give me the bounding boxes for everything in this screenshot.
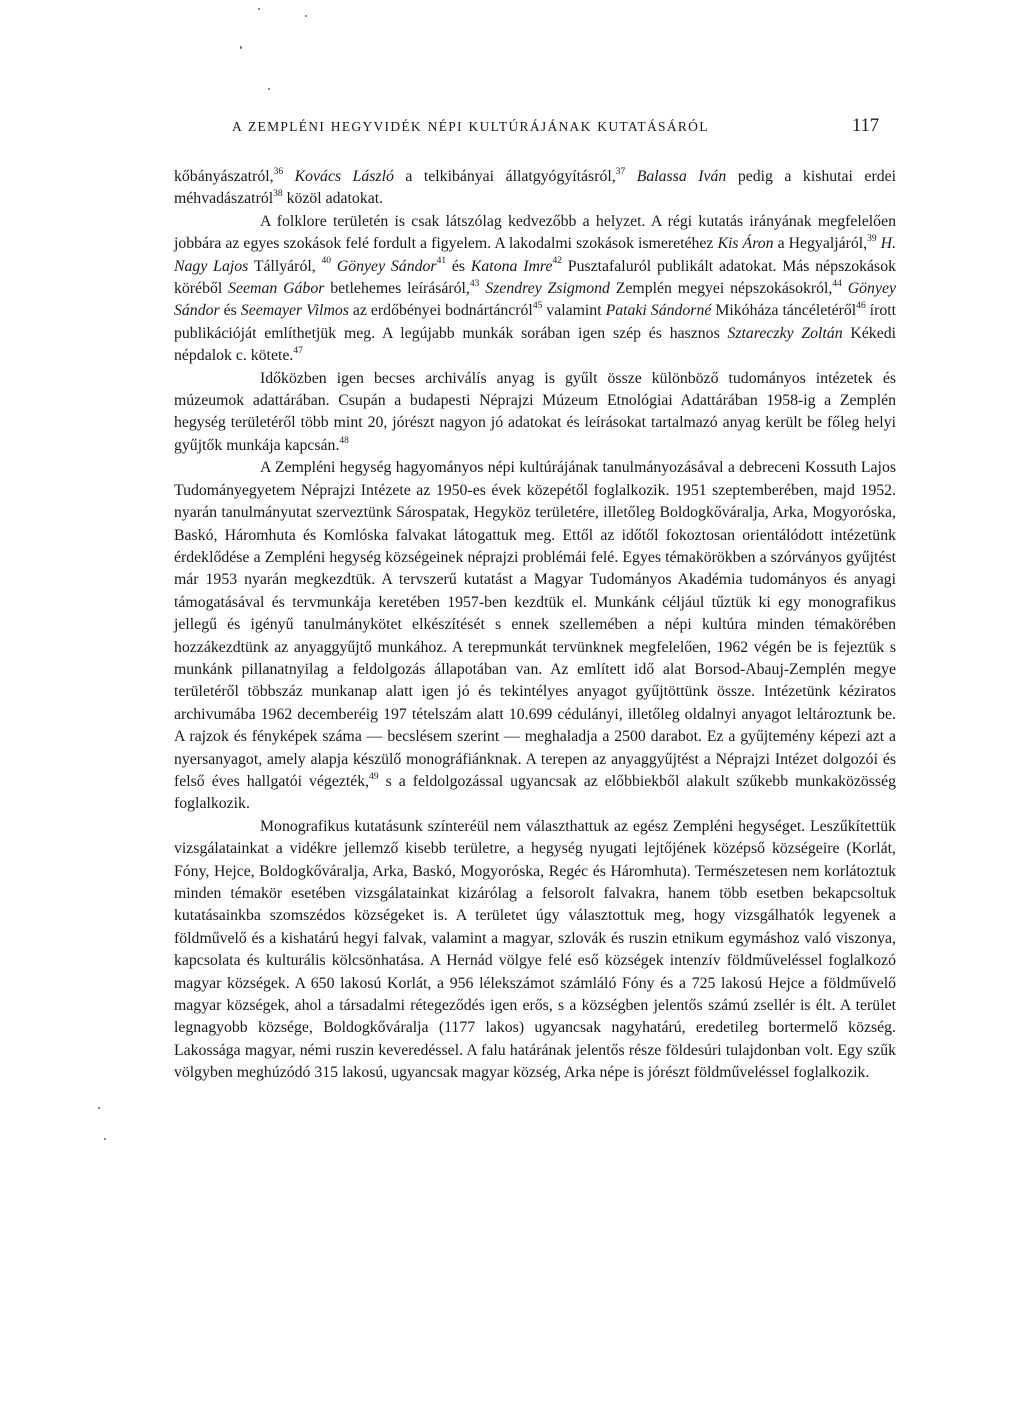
- scan-speck: [98, 1107, 100, 1109]
- italic-name: Pataki Sándorné: [605, 302, 712, 320]
- italic-name: H. Nagy Lajos: [174, 235, 897, 275]
- italic-name: Gönyey Sándor: [174, 280, 896, 320]
- text-run: betlehemes leírásáról,: [324, 280, 470, 298]
- text-run: a Hegyaljáról,: [773, 235, 868, 253]
- scan-speck: [305, 15, 307, 17]
- italic-name: Seeman Gábor: [228, 280, 325, 298]
- text-run: az erdőbényei bodnártáncról: [348, 302, 533, 320]
- text-run: pedig a kishutai erdei méhvadászatról: [174, 168, 897, 208]
- scan-speck: [104, 1138, 106, 1140]
- paragraph: [174, 457, 896, 816]
- paragraph: [174, 368, 896, 458]
- text-run: [625, 168, 637, 185]
- footnote-ref: 38: [273, 189, 283, 200]
- text-run: A Zempléni hegység hagyományos népi kultúrájának tanulmányozásával a debreceni Kossuth Lajos Tudományegyetem Néprajzi Intézete az 1950-es évek közepétől foglalkozik. 1951 szeptemberében, majd 1952. nyarán tanulmányutat szerveztünk Sárospatak, Hegyköz területére, illetőleg Boldogkőváralja, Arka, Mogyoróska, Baskó, Háromhuta és Komlóska falvakat látogattuk meg. Ettől az időtől fokoztosan orientálódott intézetünk érdeklődése a Zempléni hegység községeinek néprajzi problémái felé. Egyes témakörökben a szórványos gyűjtést már 1953 nyarán megkezdtük. A tervszerű kutatást a Magyar Tudományos Akadémia tudományos és anyagi támogatásával és tervmunkája keretében 1957-ben kezdtük el. Munkánk céljául tűztük ki egy monografikus jellegű és igényű tanulmánykötet elkészítését s ennek szellemében a népi kultúra minden témakörében hozzákezdtünk az anyaggyűjtő munkához. A terepmunkát tervünknek megfelelően, 1962 végén be is fejeztük s munkánk pillanatnyilag a feldolgozás állapotában van. Az említett idő alat Borsod-Abauj-Zemplén megye területéről többszáz munkanap alatt igen jó és tekintélyes anyagot gyűjtöttünk össze. Intézetünk kéziratos archivumába 1962 decemberéig 197 tételszám alatt 10.699 cédulányi, illetőleg oldalnyi anyagot leltároztunk be. A rajzok és fényképek száma — becslésem szerint — meghaladja a 2500 darabot. Ez a gyűjtemény képezi azt a nyersanyagot, amely alapja készülő monográfiánknak. A terepen az anyaggyűjtést a Néprajzi Intézet dolgozói és felső éves hallgatói végezték,: [174, 459, 896, 790]
- footnote-ref: 37: [615, 166, 626, 177]
- footnote-ref: 36: [273, 166, 284, 177]
- text-run: és: [219, 302, 241, 320]
- footnote-ref: 49: [369, 771, 379, 782]
- italic-name: Sztareczky Zoltán: [727, 324, 843, 342]
- scan-speck: [268, 88, 270, 90]
- page-header: [0, 116, 1024, 146]
- text-run: Tállyáról,: [248, 257, 322, 275]
- text-run: Időközben igen becses archiválís anyag is gyűlt össze különböző tudományos intézetek és múzeumok adattárában. Csupán a budapesti Néprajzi Múzeum Etnológiai Adattárában 1958-ig a Zemplén hegység területéről több mint 20, jórészt nagyon jó adatokat és leírásokat tartalmazó anyag került be főleg helyi gyűjtők munkája kapcsán.: [174, 369, 896, 454]
- text-run: Kékedi népdalok c. kötete.: [174, 324, 897, 365]
- text-run: [283, 168, 295, 185]
- footnote-ref: 46: [856, 301, 866, 312]
- text-run: s a feldolgozással ugyancsak az előbbiekből alakult szűkebb munkaközösség foglalkozik.: [174, 772, 896, 813]
- italic-name: Gönyey Sándor: [336, 257, 437, 275]
- footnote-ref: 41: [436, 256, 447, 267]
- text-run: Zemplén megyei népszokásokról,: [609, 280, 833, 298]
- italic-name: Kovács László: [294, 168, 394, 185]
- footnote-ref: 43: [469, 278, 480, 289]
- text-run: és: [446, 257, 471, 275]
- text-run: valamint: [542, 302, 606, 320]
- paragraph: [174, 166, 896, 211]
- text-run: a telkibányai állatgyógyításról,: [393, 168, 616, 185]
- text-run: írott publikációját említhetjük meg. A legújabb munkák sorában igen szép és hasznos: [174, 302, 897, 342]
- scan-speck: [240, 46, 242, 49]
- text-run: közöl adatokat.: [282, 190, 384, 208]
- text-run: Pusztafaluról publikált adatokat. Más népszokások köréből: [174, 257, 896, 298]
- running-title: A ZEMPLÉNI HEGYVIDÉK NÉPI KULTÚRÁJÁNAK KUTATÁSÁRÓL: [232, 119, 709, 134]
- italic-name: Szendrey Zsigmond: [485, 280, 610, 298]
- text-run: Monografikus kutatásunk színteréül nem választhattuk az egész Zempléni hegységet. Leszűkítettük vizsgálatainkat a vidékre jellemző kisebb területre, a hegység nyugati lejtőjének középső községeire (Korlát, Fóny, Hejce, Boldogkőváralja, Arka, Baskó, Mogyoróska, Regéc és Háromhuta). Természetesen nem korlátoztuk minden témakör esetében vizsgálatainkat kizárólag a felsorolt falvakra, hanem több esetben bekapcsoltuk kutatásainkba szomszédos községeket is. A területet úgy választottuk meg, hogy vizsgálhatók legyenek a földművelő és a kishatárú hegyi falvak, valamint a magyar, szlovák és ruszin etnikum egymáshoz való viszonya, kapcsolata és kulturális kölcsönhatása. A Hernád völgye felé eső községek intenzív földműveléssel foglalkozó magyar községek. A 650 lakosú Korlát, a 956 lélekszámot számláló Fóny és a 725 lakosú Hejce a földművelő magyar községek, ahol a társadalmi rétegeződés igen erős, s a községben jelentős számú zsellér is élt. A terület legnagyobb községe, Boldogkőváralja (1177 lakos) ugyancsak nagyhatárú, eredetileg bortermelő község. Lakossága magyar, némi ruszin keveredéssel. A falu határának jelentős része földesúri tulajdonban volt. Egy szűk völgyben meghúzódó 315 lakosú, ugyancsak magyar község, Arka népe is jórészt földműveléssel foglalkozik.: [174, 817, 896, 1082]
- footnote-ref: 42: [552, 256, 562, 267]
- footnote-ref: 39: [867, 233, 877, 244]
- italic-name: Balassa Iván: [636, 168, 727, 185]
- italic-name: Katona Imre: [470, 257, 553, 275]
- scan-speck: [258, 8, 260, 10]
- footnote-ref: 40: [321, 256, 332, 267]
- text-run: kőbányászatról,: [174, 168, 274, 185]
- italic-name: Seemayer Vilmos: [240, 302, 349, 320]
- paragraph: [174, 211, 896, 368]
- footnote-ref: 44: [832, 278, 842, 289]
- body-text: [174, 166, 896, 1085]
- paragraph: [174, 816, 896, 1085]
- text-run: A folklore területén is csak látszólag kedvezőbb a helyzet. A régi kutatás irányának megfelelően jobbára az egyes szokások felé fordult a figyelem. A lakodalmi szokások ismeretéhez: [174, 212, 896, 253]
- text-run: Mikóháza táncéletéről: [711, 302, 857, 320]
- page-number: 117: [852, 116, 880, 136]
- footnote-ref: 45: [532, 301, 543, 312]
- footnote-ref: 47: [293, 345, 303, 356]
- footnote-ref: 48: [339, 435, 349, 446]
- italic-name: Kis Áron: [717, 235, 774, 253]
